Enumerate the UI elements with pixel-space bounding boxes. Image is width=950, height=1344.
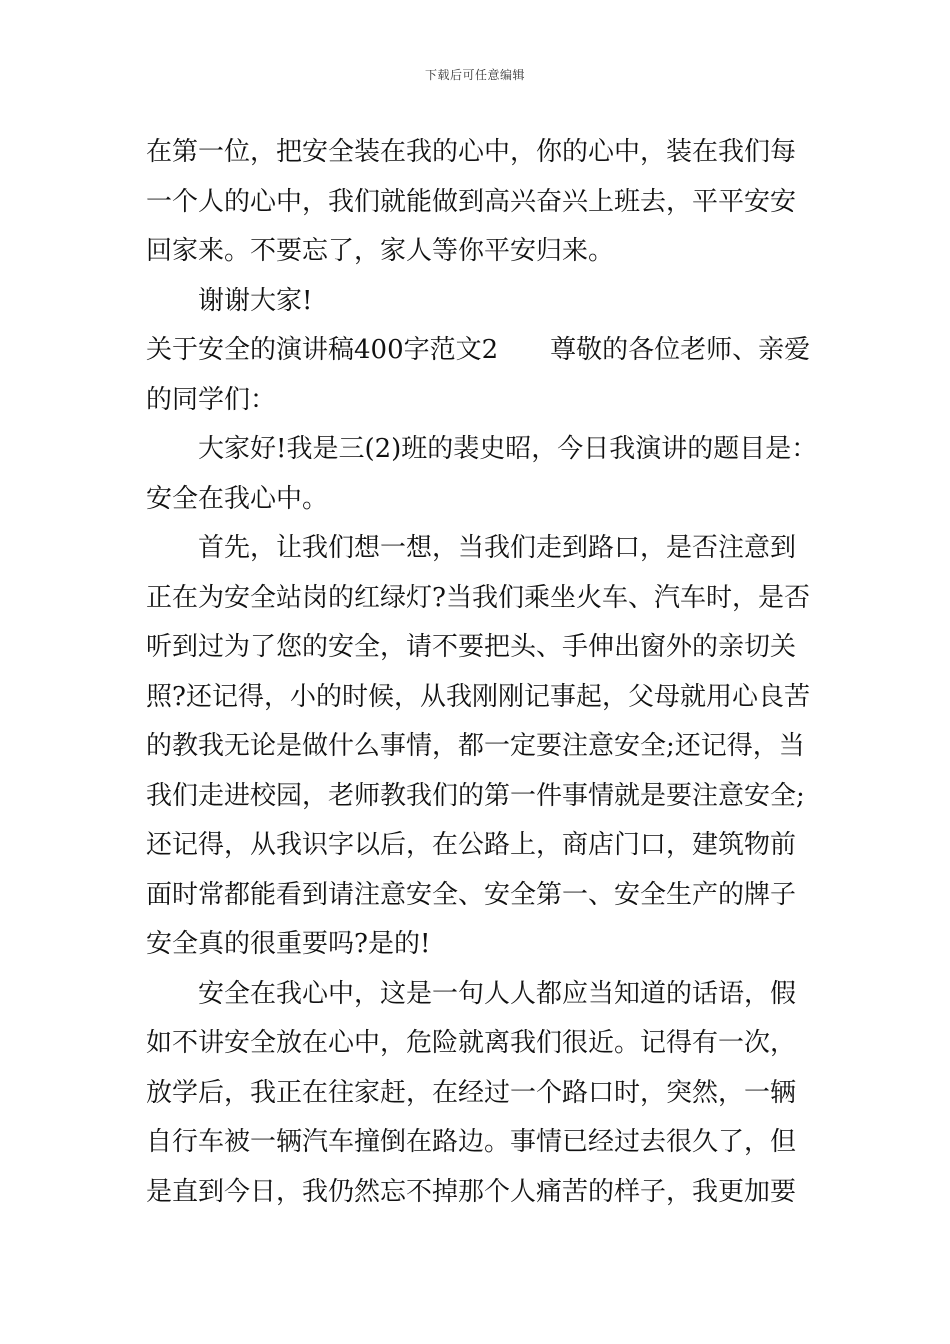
text-line: 照?还记得，小的时候，从我刚刚记事起，父母就用心良苦 xyxy=(146,681,810,712)
page-header-note: 下载后可任意编辑 xyxy=(424,68,525,82)
text-line: 自行车被一辆汽车撞倒在路边。事情已经过去很久了，但 xyxy=(146,1127,797,1157)
text-line: 听到过为了您的安全，请不要把头、手伸出窗外的亲切关 xyxy=(146,632,797,662)
text-line: 如不讲安全放在心中，危险就离我们很近。记得有一次， xyxy=(146,1028,797,1058)
text-line: 放学后，我正在往家赶，在经过一个路口时，突然，一辆 xyxy=(146,1077,797,1108)
text-line: 的同学们： xyxy=(146,384,277,415)
text-line: 还记得，从我识字以后，在公路上，商店门口，建筑物前 xyxy=(146,830,797,860)
text-line: 大家好!我是三(2)班的裴史昭，今日我演讲的题目是： xyxy=(198,434,818,464)
text-line: 我们走进校园，老师教我们的第一件事情就是要注意安全; xyxy=(146,780,805,811)
text-line: 谢谢大家! xyxy=(198,285,313,316)
text-line: 安全在我心中，这是一句人人都应当知道的话语，假 xyxy=(198,978,797,1009)
section-title: 关于安全的演讲稿400字范文2 xyxy=(146,335,499,365)
salutation-start: 尊敬的各位老师、亲爱 xyxy=(550,335,811,365)
text-line: 在第一位，把安全装在我的心中，你的心中，装在我们每 xyxy=(146,137,797,167)
document-body xyxy=(146,128,816,1217)
text-line: 首先，让我们想一想，当我们走到路口，是否注意到 xyxy=(198,533,797,563)
text-line: 的教我无论是做什么事情，都一定要注意安全;还记得，当 xyxy=(146,731,805,761)
text-line: 安全真的很重要吗?是的! xyxy=(146,929,431,959)
text-line: 面时常都能看到请注意安全、安全第一、安全生产的牌子 xyxy=(146,879,797,910)
section-title-line xyxy=(146,326,816,376)
text-line: 回家来。不要忘了，家人等你平安归来。 xyxy=(146,236,615,266)
text-line: 一个人的心中，我们就能做到高兴奋兴上班去，平平安安 xyxy=(146,186,797,217)
text-line: 安全在我心中。 xyxy=(146,483,329,514)
text-line: 正在为安全站岗的红绿灯?当我们乘坐火车、汽车时，是否 xyxy=(146,582,810,613)
text-line: 是直到今日，我仍然忘不掉那个人痛苦的样子，我更加要 xyxy=(146,1176,797,1207)
